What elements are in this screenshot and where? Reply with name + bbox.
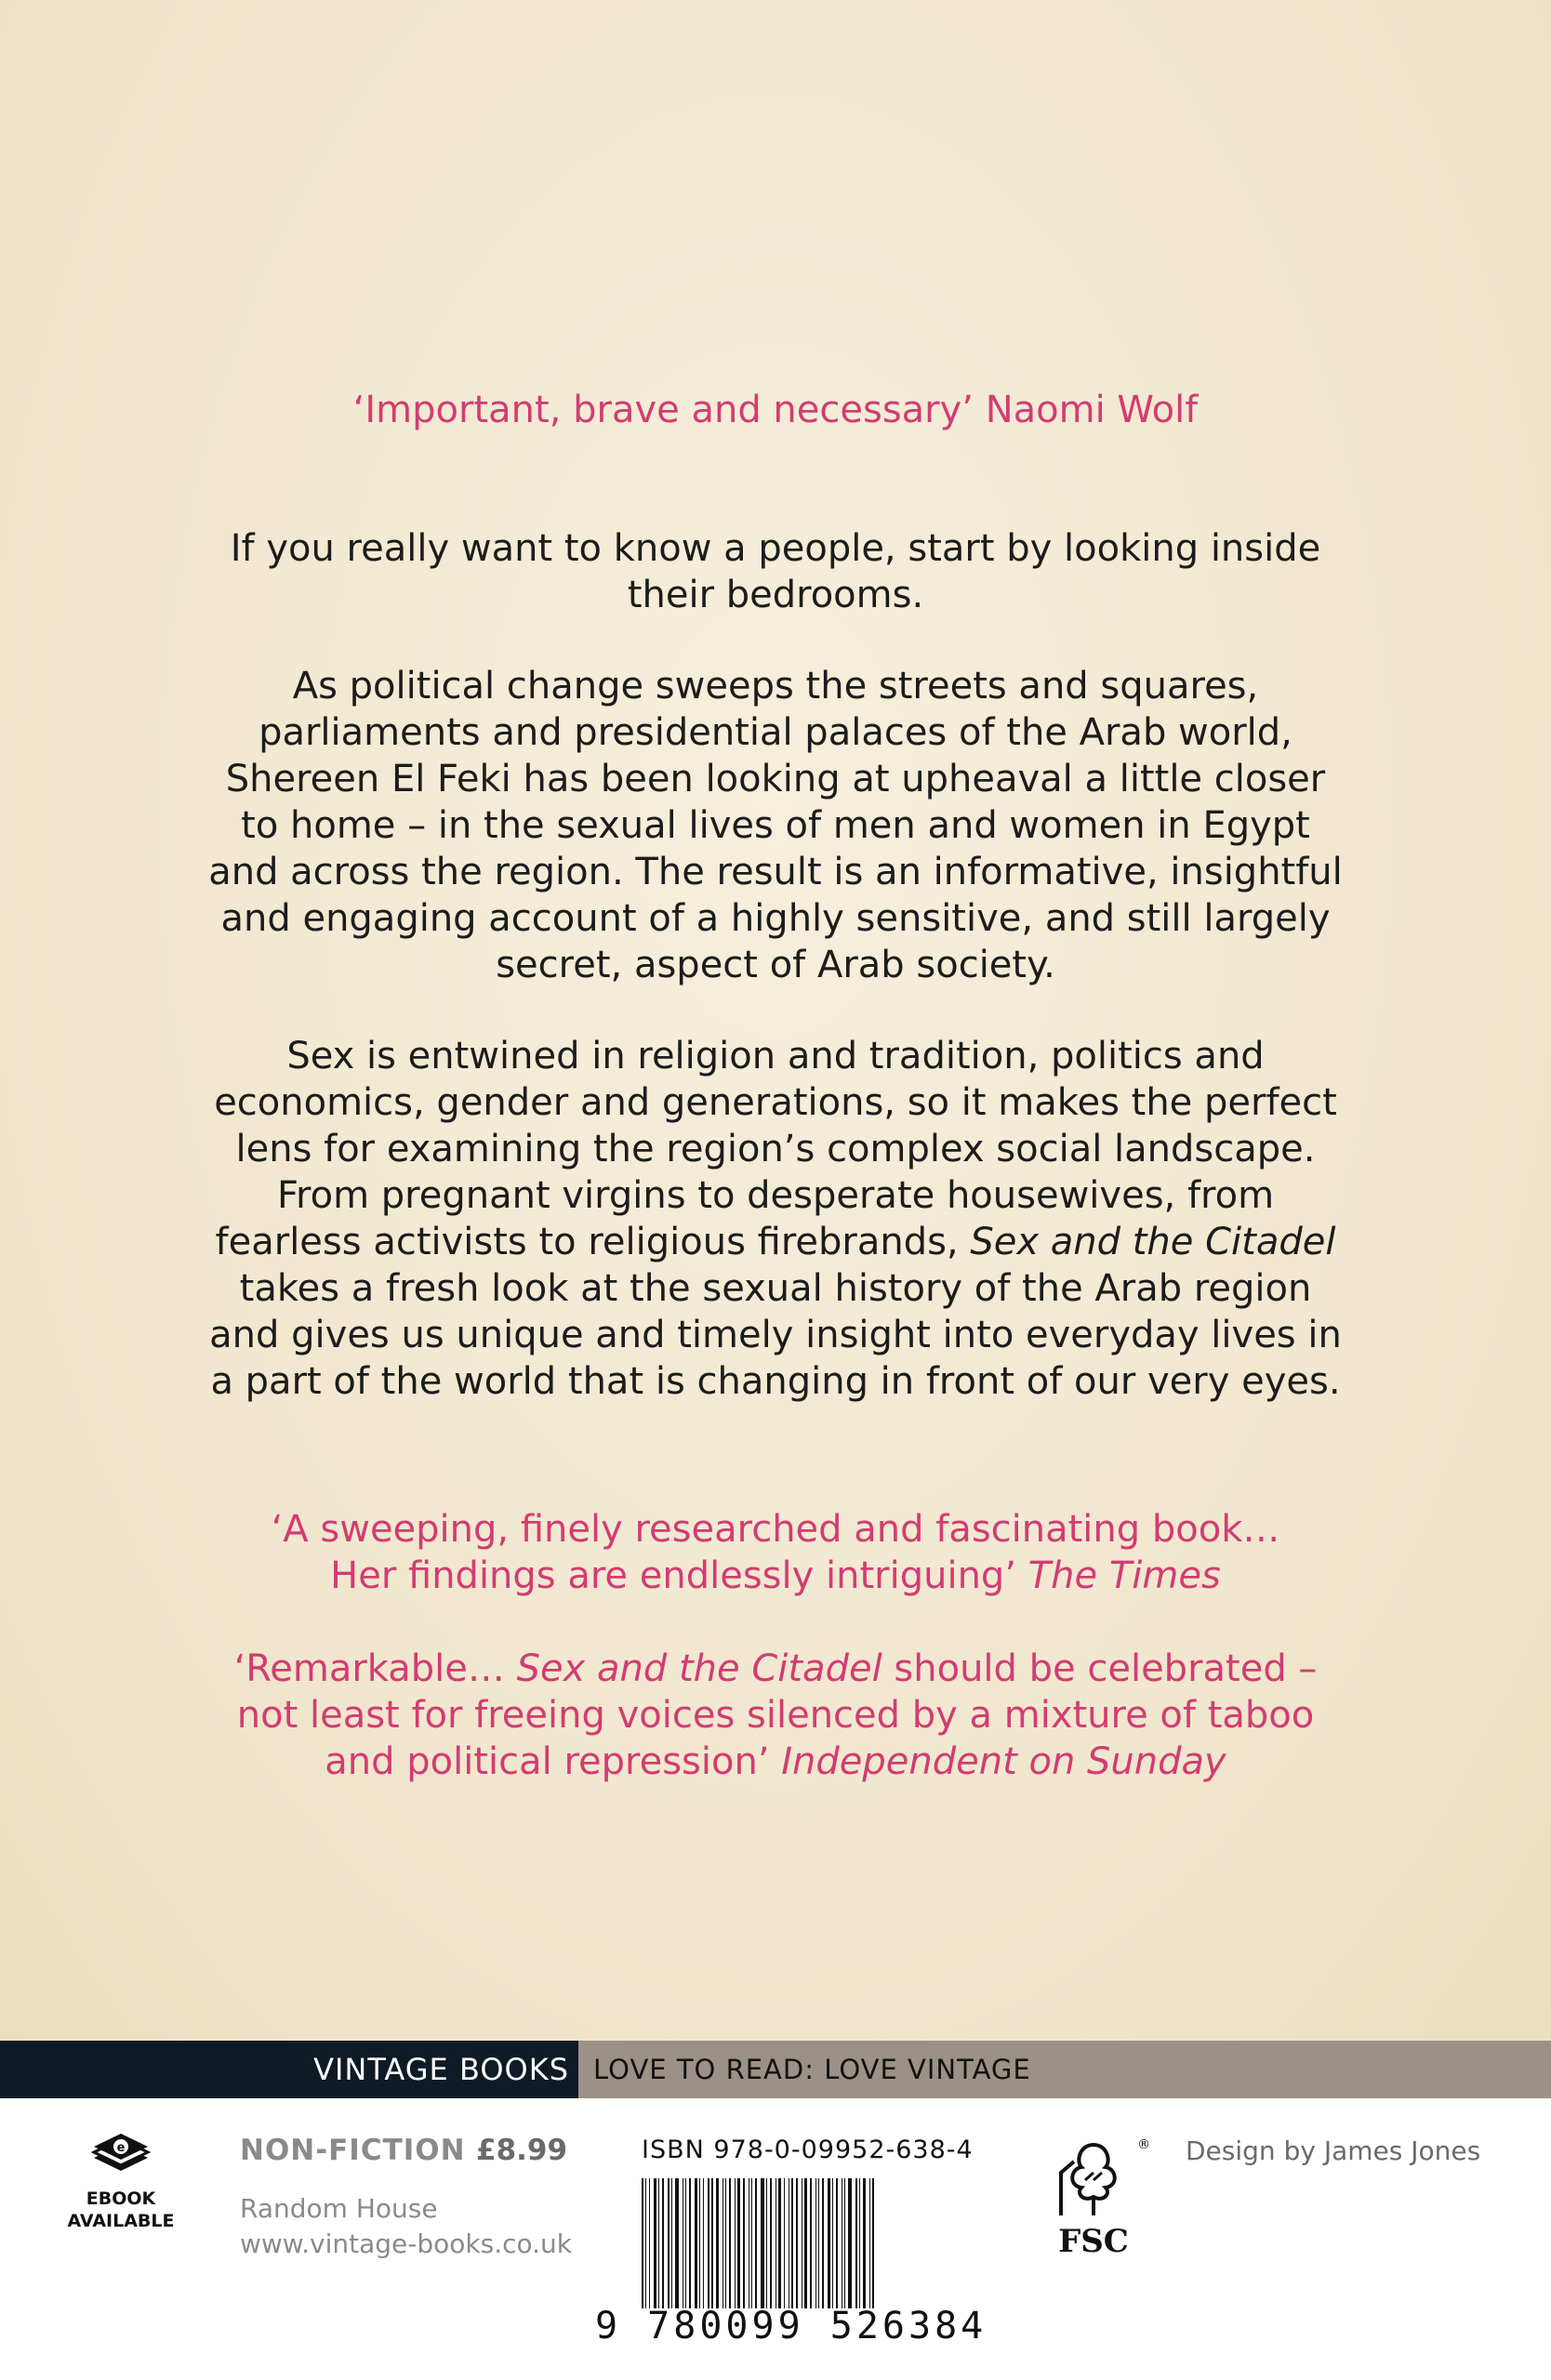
barcode-bar <box>743 2178 745 2308</box>
barcode-bar <box>832 2178 833 2308</box>
barcode-bar <box>872 2178 874 2308</box>
barcode-bar <box>859 2178 860 2308</box>
book-title: Sex and the Citadel <box>516 1647 882 1690</box>
barcode-bar <box>737 2178 740 2308</box>
footer-panel <box>0 2098 1551 2380</box>
barcode-bar <box>654 2178 656 2308</box>
barcode-bar <box>658 2178 659 2308</box>
barcode-bar <box>751 2178 752 2308</box>
barcode-bar <box>685 2178 686 2308</box>
design-credit: Design by James Jones <box>1186 2135 1481 2166</box>
fsc-label: FSC <box>1058 2223 1129 2260</box>
barcode-bar <box>815 2178 816 2308</box>
ebook-label: AVAILABLE <box>67 2211 175 2231</box>
publisher-imprint: Random House <box>240 2193 438 2224</box>
barcode-bar <box>804 2178 807 2308</box>
category: NON-FICTION <box>240 2134 466 2167</box>
barcode-bar <box>755 2178 757 2308</box>
blurb <box>149 525 1402 1405</box>
publisher-tagline: LOVE TO READ: LOVE VINTAGE <box>578 2041 1551 2098</box>
barcode-bar <box>675 2178 679 2308</box>
barcode-bar <box>818 2178 819 2308</box>
isbn: ISBN 978-0-09952-638-4 <box>642 2135 974 2164</box>
barcode-bar <box>729 2178 731 2308</box>
registered-mark: ® <box>1137 2137 1150 2152</box>
ebook-badge <box>65 2126 177 2232</box>
barcode-bar <box>642 2178 643 2308</box>
barcode <box>642 2178 947 2308</box>
barcode-bar <box>848 2178 852 2308</box>
barcode-bar <box>711 2178 713 2308</box>
blurb-paragraph-1: If you really want to know a people, start by looking inside their bedrooms. <box>230 527 1321 616</box>
fsc-tree-icon <box>1042 2135 1150 2219</box>
barcode-bar <box>791 2178 793 2308</box>
barcode-bar <box>725 2178 726 2308</box>
barcode-bar <box>822 2178 824 2308</box>
barcode-bar <box>784 2178 785 2308</box>
barcode-bar <box>810 2178 812 2308</box>
barcode-bar <box>662 2178 664 2308</box>
fsc-logo <box>1028 2135 1159 2260</box>
barcode-bar <box>869 2178 870 2308</box>
publisher-stripe <box>0 2041 1551 2098</box>
barcode-bar <box>735 2178 736 2308</box>
review-source: The Times <box>1027 1554 1221 1597</box>
book-title: Sex and the Citadel <box>970 1221 1336 1263</box>
barcode-bar <box>770 2178 772 2308</box>
barcode-bar <box>668 2178 669 2308</box>
top-quote-text: ‘Important, brave and necessary’ Naomi Wolf <box>352 389 1199 431</box>
review-times: ‘A sweeping, finely researched and fascinating book… Her findings are endlessly intriguing’ The Times <box>271 1508 1280 1597</box>
review-source: Independent on Sunday <box>781 1740 1226 1783</box>
publisher-info <box>240 2191 572 2262</box>
publisher-website: www.vintage-books.co.uk <box>240 2228 572 2259</box>
barcode-bar <box>828 2178 830 2308</box>
price: £8.99 <box>476 2134 568 2167</box>
top-quote <box>149 387 1402 433</box>
barcode-bar <box>863 2178 866 2308</box>
barcode-bar <box>703 2178 704 2308</box>
barcode-bar <box>722 2178 723 2308</box>
blurb-paragraph-2: As political change sweeps the streets and squares, parliaments and presidential palaces of the Arab world, Shereen El Feki has been looking at upheaval a little closer to home – in the sexual lives of men and women in Egypt and across the region. The result is an informative, insightful and engaging account of a highly sensitive, and still largely secret, aspect of Arab society. <box>208 665 1343 986</box>
barcode-bar <box>689 2178 691 2308</box>
barcode-bar <box>716 2178 719 2308</box>
barcode-bar <box>649 2178 650 2308</box>
barcode-bar <box>708 2178 709 2308</box>
barcode-bar <box>695 2178 697 2308</box>
ebook-icon <box>88 2126 153 2178</box>
barcode-bar <box>645 2178 646 2308</box>
barcode-bar <box>844 2178 845 2308</box>
ebook-label: EBOOK <box>86 2188 156 2209</box>
barcode-bar <box>671 2178 672 2308</box>
barcode-bar <box>855 2178 857 2308</box>
barcode-bar <box>778 2178 781 2308</box>
publisher-name: VINTAGE BOOKS <box>0 2041 578 2098</box>
barcode-bar <box>796 2178 798 2308</box>
svg-text:e: e <box>116 2141 126 2155</box>
review-independent: ‘Remarkable… Sex and the Citadel should be celebrated – not least for freeing voices silenced by a mixture of taboo and political repression’ Independent on Sunday <box>233 1647 1318 1783</box>
barcode-bar <box>761 2178 764 2308</box>
barcode-number: 9 780099 526384 <box>595 2305 988 2347</box>
barcode-bar <box>766 2178 767 2308</box>
barcode-bar <box>836 2178 838 2308</box>
blurb-paragraph-3: Sex is entwined in religion and tradition, politics and economics, gender and generations, so it makes the perfect lens for examining the region’s complex social landscape. From pregnant virgins to desperate housewives, from fearless activists to religious firebrands, Sex and the Citadel takes a fresh look at the sexual history of the Arab region and gives us unique and timely insight into everyday lives in a part of the world that is changing in front of our very eyes. <box>209 1035 1342 1403</box>
barcode-bar <box>699 2178 700 2308</box>
